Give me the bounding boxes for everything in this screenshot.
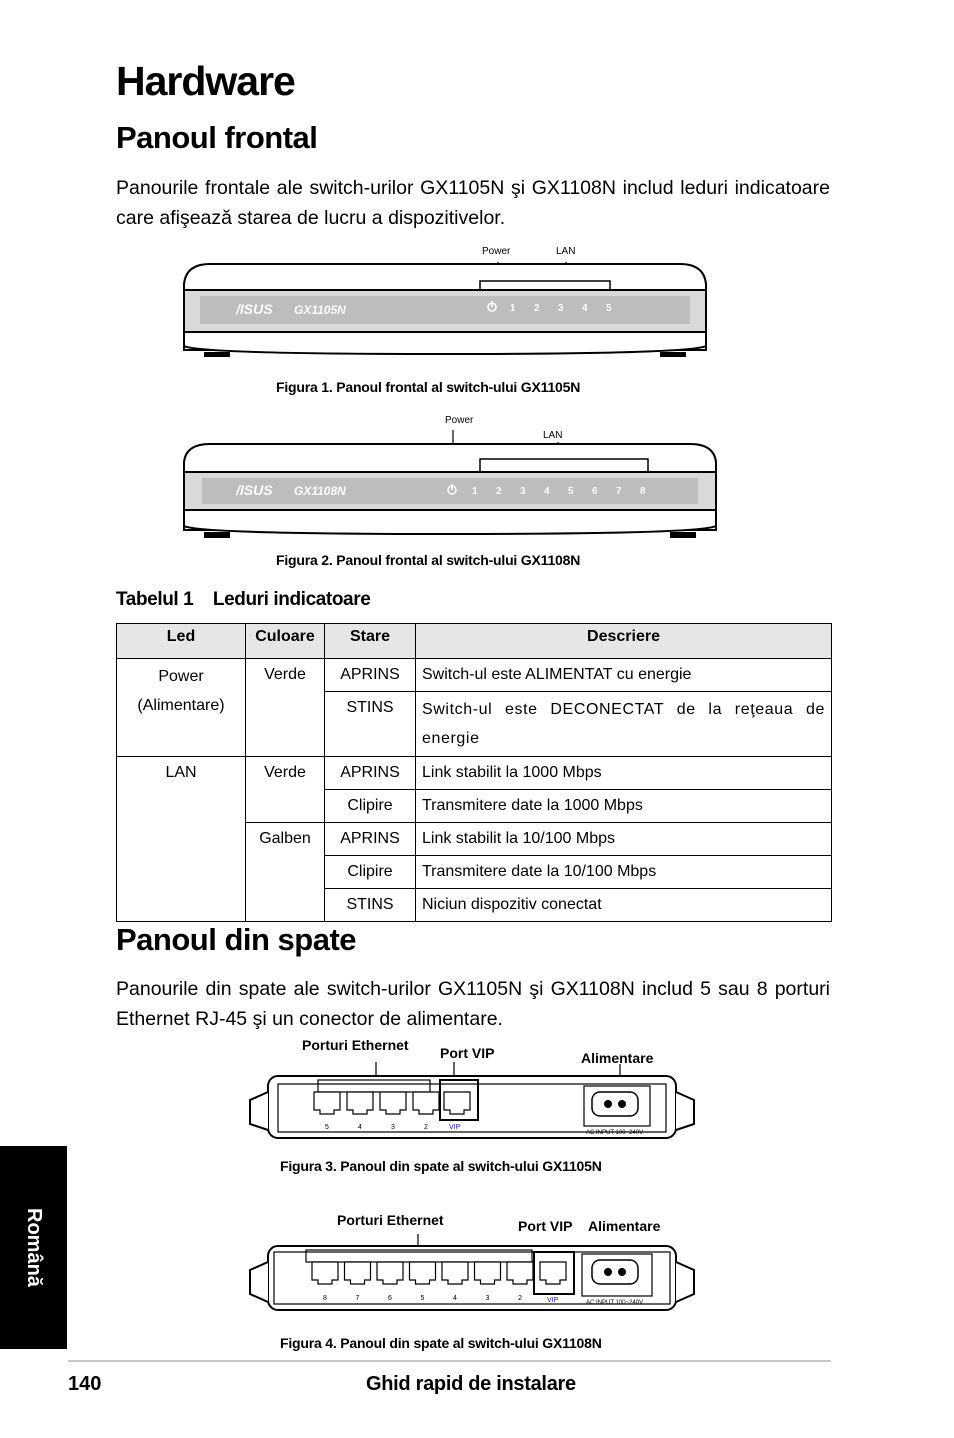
- port-number-7: 7: [355, 1295, 360, 1302]
- table-cell-led-power: Power (Alimentare): [117, 659, 246, 757]
- table-cell-color: Verde: [246, 659, 325, 757]
- port-number-5: 5: [325, 1124, 329, 1131]
- fig3-vip-text: VIP: [449, 1124, 461, 1131]
- port-number-3: 3: [391, 1124, 395, 1131]
- table-cell-state: APRINS: [325, 823, 416, 856]
- led-number-3: 3: [520, 486, 526, 497]
- table-cell-led-lan: LAN: [117, 757, 246, 922]
- led-number-7: 7: [616, 486, 622, 497]
- fig1-caption: Figura 1. Panoul frontal al switch-ului GX1105N: [276, 379, 581, 395]
- table-cell-state: STINS: [325, 692, 416, 757]
- table-cell-color: Verde: [246, 757, 325, 823]
- fig3-vip-label: Port VIP: [440, 1045, 495, 1061]
- led-number-4: 4: [582, 303, 588, 314]
- front-panel-text: Panourile frontale ale switch-urilor GX1105N şi GX1108N includ leduri indicatoare care afişează starea de lucru a dispozitivelor.: [116, 177, 830, 229]
- table-cell-state: Clipire: [325, 856, 416, 889]
- fig2-power-label: Power: [445, 415, 474, 426]
- fig4-ethernet-label: Porturi Ethernet: [337, 1212, 444, 1228]
- fig2-front-panel-drawing: [180, 426, 720, 544]
- table-cell-description: Switch-ul este ALIMENTAT cu energie: [416, 659, 832, 692]
- fig2-lan-label: LAN: [543, 430, 563, 441]
- table-cell-state: APRINS: [325, 757, 416, 790]
- table-cell-state: Clipire: [325, 790, 416, 823]
- led-number-3: 3: [558, 303, 564, 314]
- fig3-back-panel-drawing: [244, 1058, 700, 1148]
- language-tab-label: Română: [23, 1208, 45, 1287]
- port-number-4: 4: [453, 1295, 457, 1302]
- guide-title: Ghid rapid de instalare: [366, 1373, 576, 1395]
- port-number-2: 2: [518, 1295, 522, 1302]
- front-panel-heading: Panoul frontal: [116, 120, 318, 155]
- fig1-front-panel-drawing: [180, 256, 710, 360]
- fig1-logo: /ISUS: [236, 301, 273, 317]
- led-number-2: 2: [496, 486, 502, 497]
- table-cell-description: Transmitere date la 1000 Mbps: [416, 790, 832, 823]
- port-number-6: 6: [388, 1295, 392, 1302]
- fig4-caption: Figura 4. Panoul din spate al switch-ului GX1108N: [280, 1335, 602, 1351]
- fig4-power-label: Alimentare: [588, 1218, 661, 1234]
- fig2-model: GX1108N: [294, 484, 346, 498]
- page-title: Hardware: [116, 58, 295, 104]
- led-number-5: 5: [606, 303, 612, 314]
- table-cell-description: Link stabilit la 1000 Mbps: [416, 757, 832, 790]
- port-number-8: 8: [323, 1295, 327, 1302]
- header-description: Descriere: [416, 624, 832, 659]
- led-table: [116, 623, 832, 922]
- table-cell-description: Switch-ul este DECONECTAT de la reţeaua de energie: [416, 692, 832, 757]
- header-led: Led: [117, 624, 246, 659]
- port-number-4: 4: [358, 1124, 362, 1131]
- fig1-model: GX1105N: [294, 303, 346, 317]
- led-number-8: 8: [640, 486, 646, 497]
- back-panel-heading: Panoul din spate: [116, 922, 357, 957]
- led-number-1: 1: [510, 303, 516, 314]
- table-title: Tabelul 1 Leduri indicatoare: [116, 589, 371, 610]
- header-state: Stare: [325, 624, 416, 659]
- table-cell-description: Transmitere date la 10/100 Mbps: [416, 856, 832, 889]
- fig3-caption: Figura 3. Panoul din spate al switch-ului GX1105N: [280, 1158, 602, 1174]
- port-number-5: 5: [420, 1295, 425, 1302]
- port-number-3: 3: [485, 1295, 490, 1302]
- fig4-vip-text: VIP: [547, 1297, 559, 1304]
- fig3-ethernet-label: Porturi Ethernet: [302, 1037, 409, 1053]
- led-number-2: 2: [534, 303, 540, 314]
- led-number-5: 5: [568, 486, 574, 497]
- led-number-6: 6: [592, 486, 598, 497]
- header-color: Culoare: [246, 624, 325, 659]
- table-cell-color: Galben: [246, 823, 325, 922]
- fig1-power-label: Power: [482, 246, 511, 257]
- footer-divider: [68, 1360, 831, 1362]
- fig2-logo: /ISUS: [236, 482, 273, 498]
- table-cell-state: APRINS: [325, 659, 416, 692]
- led-number-1: 1: [472, 486, 478, 497]
- fig1-lan-label: LAN: [556, 246, 576, 257]
- table-cell-description: Link stabilit la 10/100 Mbps: [416, 823, 832, 856]
- table-cell-state: STINS: [325, 889, 416, 922]
- fig4-vip-label: Port VIP: [518, 1218, 573, 1234]
- fig4-back-panel-drawing: [244, 1232, 700, 1320]
- led-number-4: 4: [544, 486, 550, 497]
- fig3-ac-text: AC INPUT 100~240V: [586, 1130, 644, 1136]
- table-cell-description: Niciun dispozitiv conectat: [416, 889, 832, 922]
- fig4-ac-text: AC INPUT 100~240V: [586, 1300, 644, 1306]
- back-panel-text: Panourile din spate ale switch-urilor GX1105N şi GX1108N includ 5 sau 8 porturi Ethernet RJ-45 şi un conector de alimentare.: [116, 978, 830, 1030]
- fig2-caption: Figura 2. Panoul frontal al switch-ului GX1108N: [276, 552, 581, 568]
- language-tab: [0, 1146, 67, 1349]
- page-number: 140: [68, 1373, 102, 1395]
- port-number-2: 2: [424, 1124, 428, 1131]
- fig3-power-label: Alimentare: [581, 1050, 654, 1066]
